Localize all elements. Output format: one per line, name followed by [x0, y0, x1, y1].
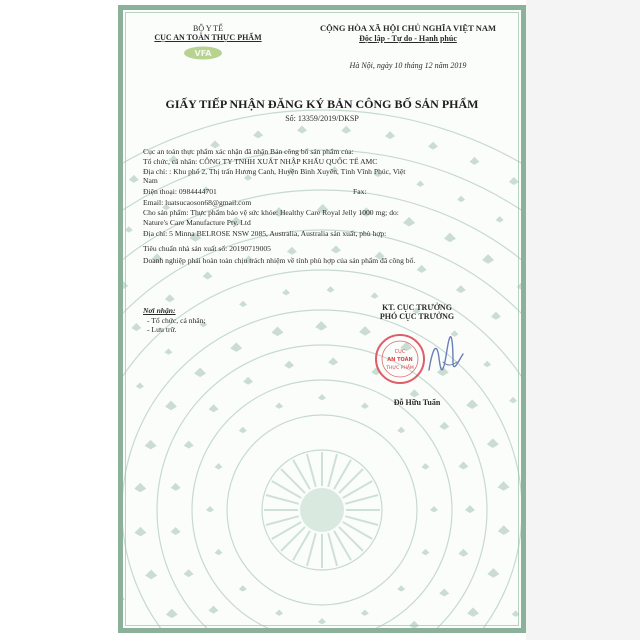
body-line-manufacturer-address: Địa chỉ: 5 Minna BELROSE NSW 2085, Australia, Australia sản xuất, phù hợp:	[143, 229, 387, 238]
body-line-fax: Fax:	[353, 187, 367, 196]
certificate-page	[118, 5, 526, 633]
svg-text:THỰC PHẨM: THỰC PHẨM	[386, 366, 414, 371]
body-line-product: Cho sản phẩm: Thực phẩm bảo vệ sức khỏe: Healthy Care Royal Jelly 1000 mg; do:	[143, 208, 399, 217]
body-line-organization: Tổ chức, cá nhân: CÔNG TY TNHH XUẤT NHẬP KHẨU QUỐC TẾ AMC	[143, 157, 378, 166]
recipient-item: - Tổ chức, cá nhân;	[147, 316, 206, 325]
document-number: Số: 13359/2019/DKSP	[285, 114, 359, 123]
body-line-address: Địa chỉ: : Khu phố 2, Thị trấn Hương Canh, Huyện Bình Xuyên, Tỉnh Vĩnh Phúc, Việt	[143, 167, 406, 176]
agency-name: CỤC AN TOÀN THỰC PHẨM	[154, 33, 262, 42]
svg-text:AN TOÀN: AN TOÀN	[387, 357, 413, 363]
body-line-standard: Tiêu chuẩn nhà sản xuất số: 20190719005	[143, 244, 271, 253]
handwritten-signature	[423, 336, 467, 380]
official-seal-stamp	[373, 332, 427, 386]
motto: Độc lập - Tự do - Hạnh phúc	[359, 34, 457, 43]
ministry-name: BỘ Y TẾ	[193, 24, 223, 33]
body-line-manufacturer: Nature's Care Manufacture Pty. Ltd	[143, 218, 251, 227]
body-line-address-cont: Nam	[143, 176, 158, 185]
vfa-logo-icon	[183, 46, 223, 60]
signer-title-line2: PHÓ CỤC TRƯỞNG	[379, 312, 455, 321]
document-title: GIẤY TIẾP NHẬN ĐĂNG KÝ BẢN CÔNG BỐ SẢN PHẨM	[165, 97, 479, 111]
signer-title-line1: KT. CỤC TRƯỞNG	[382, 303, 452, 312]
svg-text:CỤC: CỤC	[394, 349, 406, 355]
body-line-phone: Điện thoại: 0984444701	[143, 187, 217, 196]
body-line-responsibility: Doanh nghiệp phải hoàn toàn chịu trách nhiệm về tính phù hợp của sản phẩm đã công bố.	[143, 256, 416, 265]
background-strip	[526, 0, 640, 640]
recipients-label: Nơi nhận:	[143, 306, 176, 315]
body-line-email: Email: luatsucaoson68@gmail.com	[143, 198, 252, 207]
body-line-intro: Cục an toàn thực phẩm xác nhận đã nhận Bản công bố sản phẩm của:	[143, 147, 354, 156]
svg-text:VFA: VFA	[194, 49, 212, 58]
recipient-item: - Lưu trữ.	[147, 325, 177, 334]
signer-name: Đỗ Hữu Tuấn	[393, 398, 441, 407]
country-name: CỘNG HÒA XÃ HỘI CHỦ NGHĨA VIỆT NAM	[319, 23, 497, 33]
place-date: Hà Nội, ngày 10 tháng 12 năm 2019	[349, 61, 467, 70]
